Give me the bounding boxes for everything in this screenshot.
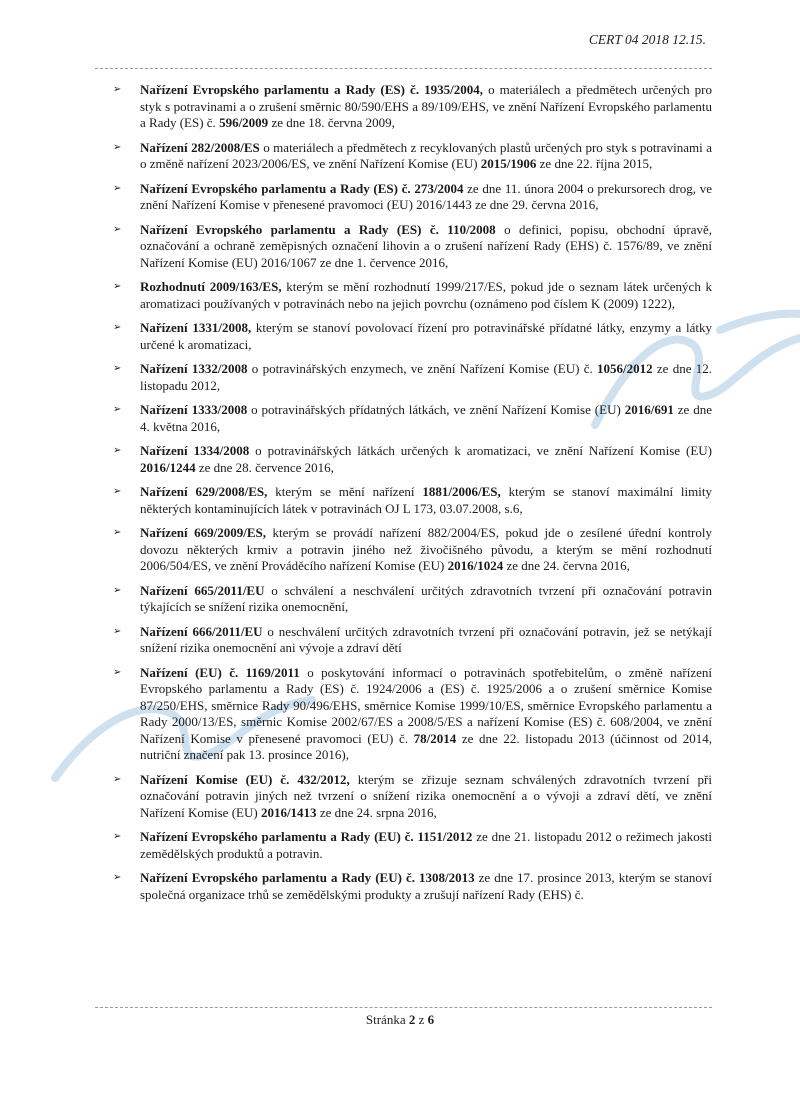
list-item-text <box>140 82 712 132</box>
list-item-text <box>140 402 712 435</box>
text-segment: Nařízení (EU) č. 1169/2011 <box>140 664 300 680</box>
text-segment: ze dne 4. května 2016, <box>140 402 713 434</box>
text-segment: 596/2009 <box>219 115 269 130</box>
header-divider <box>95 68 712 69</box>
arrow-bullet-icon: ➢ <box>113 584 122 596</box>
list-item <box>100 583 712 616</box>
text-segment: 1881/2006/ES, <box>422 484 501 499</box>
arrow-bullet-icon: ➢ <box>113 872 122 883</box>
text-segment: o definici, popisu, obchodní úpravě, označování a ochraně zeměpisných označení lihovin a o zrušení nařízení Rady (EHS) č. 1576/89, ve znění Nařízení Komise (EU) 2016/1067 ze dne 1. července 2016, <box>140 221 712 270</box>
list-item-text <box>140 772 712 822</box>
arrow-bullet-icon: ➢ <box>113 625 122 637</box>
text-segment: 1056/2012 <box>597 361 653 376</box>
list-item <box>100 140 712 173</box>
list-item-text <box>140 870 712 903</box>
text-segment: kterým se mění nařízení <box>267 484 423 499</box>
list-item-text <box>140 525 712 575</box>
text-segment: kterým se mění rozhodnutí 1999/217/ES, pokud jde o seznam látek určených k aromatizaci používaných v potravinách nebo na jejich povrchu (oznámeno pod číslem K (2009) 1222), <box>140 279 712 311</box>
text-segment: ze dne 28. července 2016, <box>195 459 334 475</box>
list-item <box>100 279 712 312</box>
arrow-bullet-icon: ➢ <box>113 141 122 153</box>
arrow-bullet-icon: ➢ <box>113 281 122 292</box>
text-segment: 2015/1906 <box>480 156 537 171</box>
arrow-bullet-icon: ➢ <box>113 404 122 415</box>
text-segment: Rozhodnutí 2009/163/ES, <box>140 279 282 294</box>
text-segment: 78/2014 <box>413 730 457 746</box>
text-segment: kterým se zřizuje seznam schválených zdravotních tvrzení při označování potravin jiných než tvrzení o snížení rizika onemocnění a o vývoji a zdraví dětí, ve znění Nařízení Komise (EU) <box>140 771 712 820</box>
list-item-text <box>140 222 712 272</box>
text-segment: o poskytování informací o potravinách spotřebitelům, o změně nařízení Evropského parlamentu a Rady (ES) č. 1924/2006 a (ES) č. 1925/2006 a o zrušení směrnice Komise 87/250/EHS, směrnice Rady 90/496/EHS, směrnice Komise 1999/10/ES, směrnice Evropského parlamentu a Rady 2000/13/ES, směrnic Komise 2002/67/ES a 2008/5/ES a nařízení Komise (ES) č. 608/2004, ve znění Nařízení Komise v přenesené pravomoci (EU) č. <box>140 664 712 746</box>
list-item <box>100 222 712 272</box>
arrow-bullet-icon: ➢ <box>113 666 122 678</box>
text-segment: Nařízení 665/2011/EU <box>140 582 265 598</box>
text-segment: ze dne 24. srpna 2016, <box>316 804 437 820</box>
list-item-text <box>140 443 712 476</box>
footer-page-label <box>0 1012 800 1028</box>
text-segment: Nařízení 1333/2008 <box>140 402 248 417</box>
regulation-list <box>100 82 712 911</box>
text-segment: Stránka <box>365 1012 409 1027</box>
text-segment: 2016/1413 <box>260 804 317 820</box>
list-item-text <box>140 624 712 657</box>
text-segment: o potravinářských látkách určených k aromatizaci, ve znění Nařízení Komise (EU) <box>249 443 713 458</box>
footer-divider <box>95 1007 712 1008</box>
text-segment: o materiálech a předmětech z recyklovaných plastů určených pro styk s potravinami a o změně nařízení 2023/2006/ES, ve znění Nařízení Komise (EU) <box>140 139 712 171</box>
text-segment: kterým se stanoví maximální limity některých kontaminujících látek v potravinách OJ L 173, 03.07.2008, s.6, <box>140 484 712 516</box>
text-segment: Nařízení Evropského parlamentu a Rady (EU) č. 1308/2013 <box>140 870 475 885</box>
list-item-text <box>140 665 712 764</box>
arrow-bullet-icon: ➢ <box>113 527 122 538</box>
text-segment: Nařízení Evropského parlamentu a Rady (ES) č. 1935/2004, <box>140 82 484 97</box>
arrow-bullet-icon: ➢ <box>113 363 122 374</box>
text-segment: ze dne 12. listopadu 2012, <box>140 361 712 393</box>
text-segment: Nařízení Evropského parlamentu a Rady (EU) č. 1151/2012 <box>140 829 473 844</box>
text-segment: 6 <box>427 1012 435 1027</box>
list-item-text <box>140 279 712 312</box>
list-item <box>100 402 712 435</box>
text-segment: o materiálech a předmětech určených pro styk s potravinami a o zrušení směrnic 80/590/EHS a 89/109/EHS, ve znění Nařízení Evropského parlamentu a Rady (ES) č. <box>140 82 713 130</box>
text-segment: 2016/1024 <box>447 558 504 573</box>
text-segment: Nařízení 1334/2008 <box>140 443 250 458</box>
text-segment: ze dne 18. června 2009, <box>268 115 395 130</box>
arrow-bullet-icon: ➢ <box>113 773 122 785</box>
text-segment: o potravinářských enzymech, ve znění Nařízení Komise (EU) č. <box>247 361 598 376</box>
list-item <box>100 665 712 764</box>
list-item <box>100 772 712 822</box>
list-item <box>100 525 712 575</box>
text-segment: 2016/691 <box>624 402 674 417</box>
text-segment: kterým se provádí nařízení 882/2004/ES, pokud jde o zesílené úřední kontroly dovozu některých krmiv a potravin jiného než živočišného původu, a kterým se mění rozhodnutí 2006/504/ES, ve znění Prováděcího nařízení Komise (EU) <box>140 525 712 573</box>
arrow-bullet-icon: ➢ <box>113 223 122 235</box>
text-segment: ze dne 24. června 2016, <box>503 558 630 573</box>
text-segment: kterým se stanoví povolovací řízení pro potravinářské přídatné látky, enzymy a látky určené k aromatizaci, <box>140 320 712 352</box>
text-segment: o schválení a neschválení určitých zdravotních tvrzení při označování potravin týkajících se snížení rizika onemocnění, <box>140 582 712 614</box>
list-item <box>100 320 712 353</box>
list-item <box>100 82 712 132</box>
text-segment: Nařízení Komise (EU) č. 432/2012, <box>140 771 350 787</box>
text-segment: ze dne 22. listopadu 2013 (účinnost od 2014, nutriční značení pak 13. prosince 2016), <box>140 730 712 762</box>
text-segment: o neschválení určitých zdravotních tvrzení při označování potravin, jež se netýkají snížení rizika onemocnění ani vývoje a zdraví dětí <box>140 623 712 655</box>
text-segment: ze dne 17. prosince 2013, kterým se stanoví společná organizace trhů se zemědělskými produkty a zrušují nařízení Rady (EHS) č. <box>140 870 712 902</box>
list-item <box>100 181 712 214</box>
text-segment: Nařízení Evropského parlamentu a Rady (ES) č. 110/2008 <box>140 221 496 237</box>
text-segment: ze dne 11. února 2004 o prekursorech drog, ve znění Nařízení Komise v přenesené pravomoci (EU) 2016/1443 ze dne 29. června 2016, <box>140 180 712 212</box>
list-item <box>100 443 712 476</box>
text-segment: 2 <box>408 1012 416 1027</box>
list-item-text <box>140 829 712 862</box>
list-item-text <box>140 484 712 517</box>
text-segment: Nařízení 282/2008/ES <box>140 139 260 155</box>
text-segment: Nařízení 669/2009/ES, <box>140 525 267 540</box>
arrow-bullet-icon: ➢ <box>113 182 122 194</box>
arrow-bullet-icon: ➢ <box>113 84 122 95</box>
arrow-bullet-icon: ➢ <box>113 445 122 456</box>
text-segment: o potravinářských přídatných látkách, ve znění Nařízení Komise (EU) <box>247 402 625 417</box>
list-item-text <box>140 140 712 173</box>
text-segment: Nařízení 666/2011/EU <box>140 623 263 639</box>
list-item <box>100 484 712 517</box>
text-segment: ze dne 21. listopadu 2012 o režimech jakosti zemědělských produktů a potravin. <box>140 829 712 861</box>
arrow-bullet-icon: ➢ <box>113 486 122 497</box>
text-segment: z <box>415 1012 428 1027</box>
text-segment: Nařízení 1332/2008 <box>140 361 248 376</box>
text-segment: Nařízení 1331/2008, <box>140 320 252 335</box>
watermark-stroke <box>720 314 800 330</box>
list-item <box>100 829 712 862</box>
arrow-bullet-icon: ➢ <box>113 322 122 333</box>
list-item-text <box>140 361 712 394</box>
list-item <box>100 624 712 657</box>
list-item-text <box>140 583 712 616</box>
text-segment: ze dne 22. října 2015, <box>536 156 653 171</box>
arrow-bullet-icon: ➢ <box>113 831 122 842</box>
document-reference: CERT 04 2018 12.15. <box>588 32 706 47</box>
text-segment: Nařízení Evropského parlamentu a Rady (ES) č. 273/2004 <box>140 180 464 196</box>
list-item-text <box>140 320 712 353</box>
text-segment: 2016/1244 <box>140 459 196 475</box>
list-item <box>100 870 712 903</box>
list-item <box>100 361 712 394</box>
list-item-text <box>140 181 712 214</box>
text-segment: Nařízení 629/2008/ES, <box>140 484 268 499</box>
